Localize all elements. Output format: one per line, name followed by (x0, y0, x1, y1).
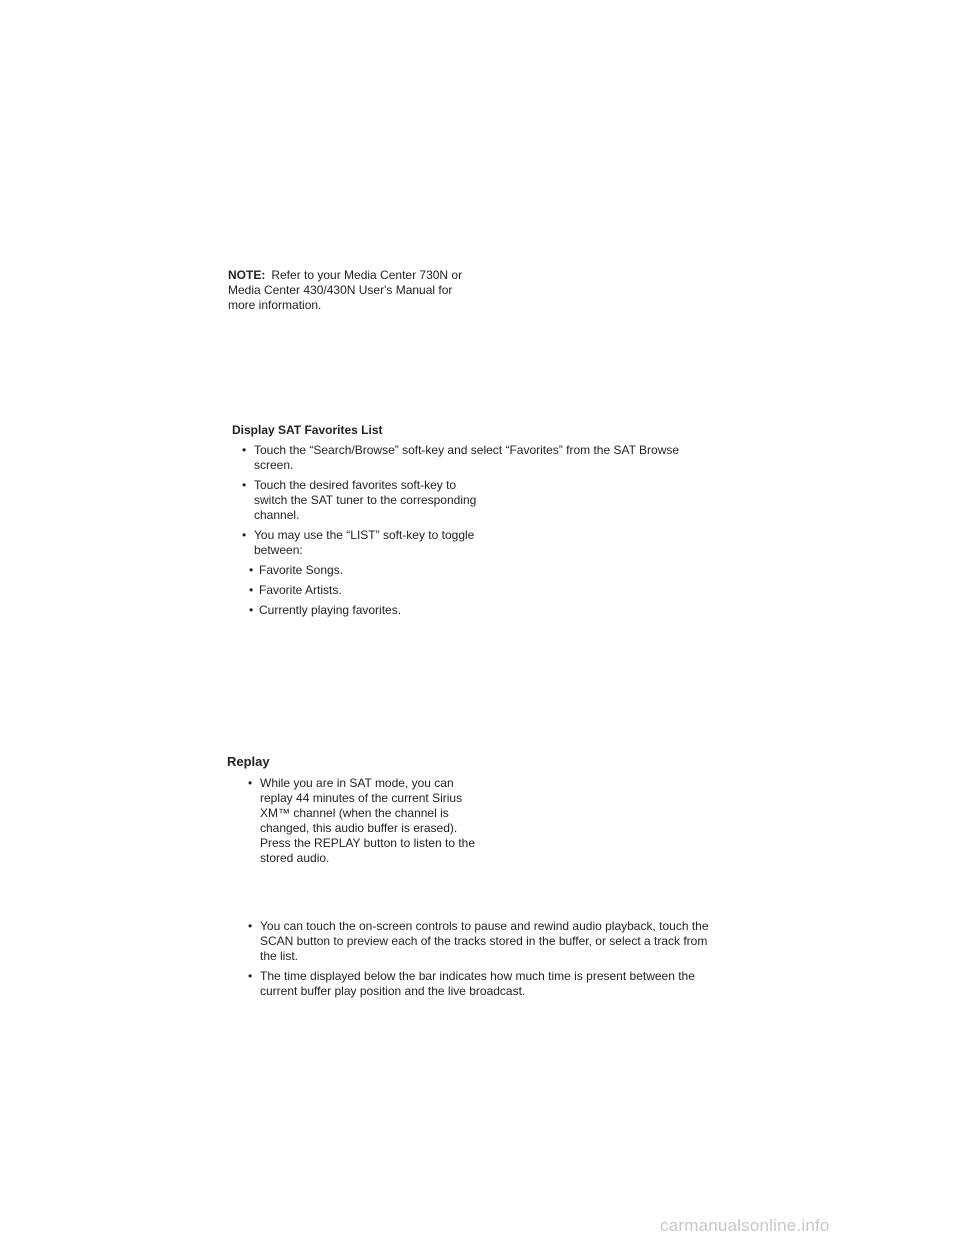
favorites-section (232, 423, 712, 618)
replay-bullet-3: • The time displayed below the bar indicates how much time is present between the current buffer play position and the live broadcast. (238, 969, 718, 999)
replay-heading: Replay (227, 754, 270, 769)
favorites-subbullet-3: • Currently playing favorites. (232, 603, 712, 618)
note-block (228, 268, 478, 313)
note-text: Refer to your Media Center 730N or Media Center 430/430N User's Manual for more information. (228, 268, 463, 312)
replay-bullet-2: • You can touch the on-screen controls to pause and rewind audio playback, touch the SCAN button to preview each of the tracks stored in the buffer, or select a track from the list. (238, 919, 718, 964)
replay-section-bottom (238, 919, 718, 999)
replay-section-top (238, 776, 478, 866)
note-label: NOTE: (228, 268, 266, 282)
watermark-text: carmanualsonline.info (660, 1216, 830, 1235)
favorites-bullet-2: • Touch the desired favorites soft-key to switch the SAT tuner to the corresponding channel. (232, 478, 486, 523)
replay-bullet-1: • While you are in SAT mode, you can replay 44 minutes of the current Sirius XM™ channel (when the channel is changed, this audio buffer is erased). Press the REPLAY button to listen to the stored audio. (238, 776, 478, 866)
favorites-bullet-1: • Touch the “Search/Browse” soft-key and select “Favorites” from the SAT Browse screen. (232, 443, 714, 473)
favorites-heading: Display SAT Favorites List (232, 423, 383, 437)
favorites-subbullet-1: • Favorite Songs. (232, 563, 712, 578)
favorites-bullet-3: • You may use the “LIST” soft-key to toggle between: (232, 528, 476, 558)
favorites-subbullet-2: • Favorite Artists. (232, 583, 712, 598)
